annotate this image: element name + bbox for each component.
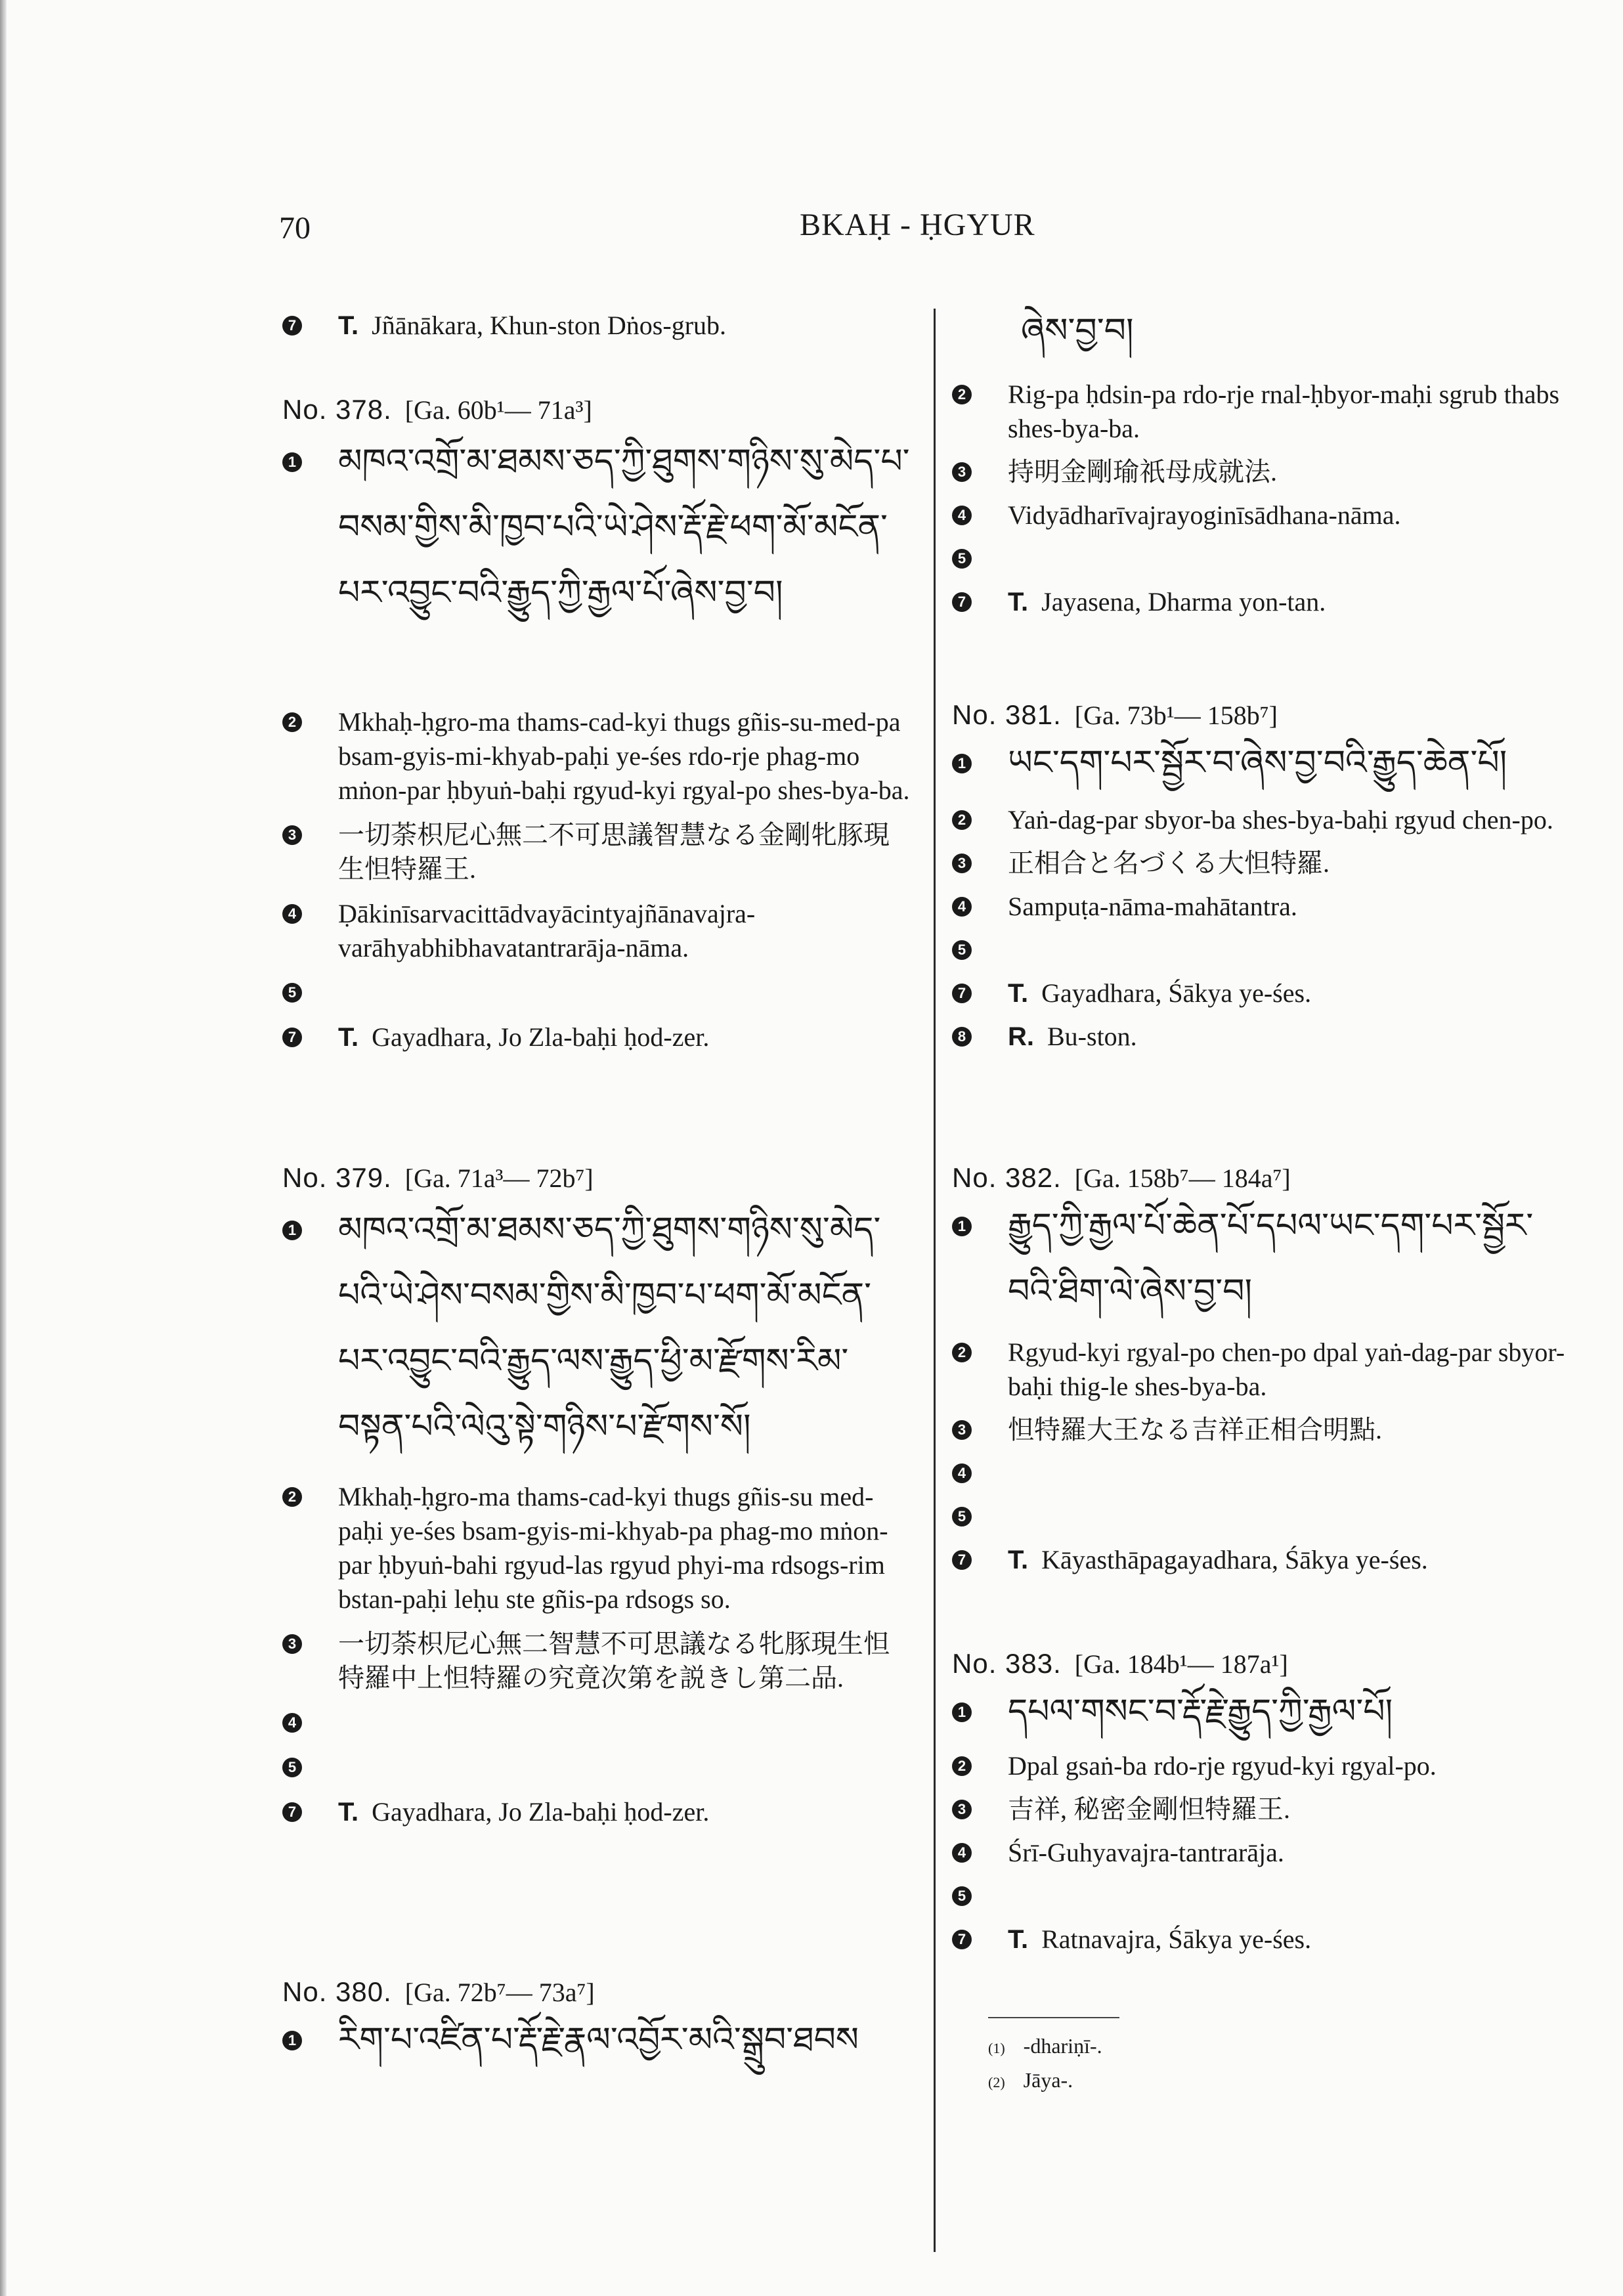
reviser-text: Bu-ston. [1047, 1022, 1137, 1051]
entry-header [952, 1162, 1582, 1194]
japanese-text: 吉祥, 秘密金剛怛特羅王. [1008, 1794, 1290, 1824]
tibetan-title [952, 1679, 1582, 1745]
romanized-title [952, 803, 1582, 837]
tibetan-text: ཞེས་བྱ་བ། [1021, 313, 1134, 350]
circled-number: 2 [952, 1343, 972, 1362]
translator-text: Kāyasthāpagayadhara, Śākya ye-śes. [1041, 1545, 1428, 1574]
entry-382 [952, 1162, 1582, 1577]
circled-number: 3 [952, 462, 972, 482]
circled-number: 5 [952, 1507, 972, 1527]
entry-header [282, 394, 913, 425]
footnote-text: -dhariṇī-. [1023, 2034, 1102, 2058]
circled-number: 4 [952, 897, 972, 917]
empty-field-5 [952, 933, 1582, 967]
circled-number: 7 [282, 1802, 302, 1822]
circled-number: 8 [952, 1027, 972, 1047]
circled-number: 4 [282, 904, 302, 924]
tibetan-title [952, 731, 1582, 796]
footnote-1 [988, 2030, 1119, 2064]
circled-number: 2 [952, 810, 972, 830]
translator-text: Gayadhara, Śākya ye-śes. [1041, 978, 1312, 1008]
circled-number: 4 [282, 1713, 302, 1733]
romanized-title [952, 1749, 1582, 1783]
circled-number: 7 [282, 316, 302, 336]
japanese-title [282, 818, 913, 886]
circled-number: 5 [282, 983, 302, 1003]
japanese-text: 正相合と名づくる大怛特羅. [1008, 848, 1330, 878]
japanese-title [952, 1413, 1582, 1447]
circled-number: 5 [952, 940, 972, 960]
tibetan-title [282, 2008, 913, 2073]
running-head: BKAḤ - ḤGYUR [800, 207, 1035, 242]
entry-number: No. 383. [952, 1648, 1062, 1679]
romanized-text: Mkhaḥ-ḥgro-ma thams-cad-kyi thugs gñis-su med-paḥi ye-śes bsam-gyis-mi-khyab-pa phag-mo mṅon-par ḥbyuṅ-bahi rgyud-las rgyud phyi-ma rdsogs-rim bstan-paḥi leḥu ste gñis-pa rdsogs so. [338, 1482, 888, 1614]
japanese-text: 一切荼枳尼心無二不可思議智慧なる金剛牝豚現生怛特羅王. [338, 820, 890, 884]
sanskrit-text: Sampuṭa-nāma-mahātantra. [1008, 892, 1297, 921]
translator-line [952, 976, 1582, 1010]
circled-number: 2 [282, 712, 302, 732]
empty-field-4 [952, 1456, 1582, 1490]
romanized-title [952, 378, 1582, 446]
translator-text: Gayadhara, Jo Zla-baḥi ḥod-zer. [372, 1797, 710, 1827]
romanized-title [952, 1335, 1582, 1404]
translator-text: Jñānākara, Khun-ston Dṅos-grub. [372, 311, 727, 340]
romanized-title [282, 705, 913, 808]
footnote-2 [988, 2064, 1119, 2098]
circled-number: 5 [952, 549, 972, 569]
tibetan-title [282, 1198, 913, 1460]
translator-tag: T. [1008, 979, 1029, 1008]
circled-number: 2 [952, 385, 972, 404]
entry-reference: [Ga. 71a³— 72b⁷] [404, 1163, 594, 1193]
entry-reference: [Ga. 158b⁷— 184a⁷] [1074, 1163, 1291, 1193]
empty-field-5 [282, 1750, 913, 1785]
footnote-mark: (2) [988, 2074, 1005, 2090]
sanskrit-title [952, 890, 1582, 924]
tibetan-text: མཁའ་འགྲོ་མ་ཐམས་ཅད་ཀྱི་ཐུགས་གཉིས་སུ་མེད་པའི་ཡེ་ཤེས་བསམ་གྱིས་མི་ཁྱབ་པ་ཕག་མོ་མངོན་པར་འབྱུང་བའི་རྒྱུད་ལས་རྒྱུད་ཕྱི་མ་རྫོགས་རིམ་བསྟན་པའི་ལེའུ་སྟེ་གཉིས་པ་རྫོགས་སོ། [338, 1211, 881, 1446]
circled-number: 3 [282, 825, 302, 845]
binding-shadow [0, 0, 7, 2296]
reviser-line [952, 1020, 1582, 1054]
entry-header [282, 1162, 913, 1194]
entry-number: No. 380. [282, 1976, 392, 2007]
romanized-text: Rgyud-kyi rgyal-po chen-po dpal yaṅ-dag-par sbyor-baḥi thig-le shes-bya-ba. [1008, 1337, 1565, 1401]
translator-tag: T. [338, 1798, 359, 1827]
empty-field-5 [952, 542, 1582, 576]
circled-number: 1 [952, 1702, 972, 1722]
entry-379 [282, 1162, 913, 1829]
japanese-text: 怛特羅大王なる吉祥正相合明點. [1008, 1415, 1382, 1444]
entry-reference: [Ga. 60b¹— 71a³] [404, 395, 592, 425]
circled-number: 5 [282, 1758, 302, 1777]
translator-tag: T. [1008, 588, 1029, 617]
tibetan-text: དཔལ་གསང་བ་རྡོ་རྗེ་རྒྱུད་ཀྱི་རྒྱལ་པོ། [1008, 1693, 1393, 1731]
empty-field-4 [282, 1706, 913, 1740]
translator-tag: T. [338, 1023, 359, 1052]
romanized-text: Rig-pa ḥdsin-pa rdo-rje rnal-ḥbyor-maḥi sgrub thabs shes-bya-ba. [1008, 379, 1560, 443]
circled-number: 4 [952, 1463, 972, 1483]
japanese-title [952, 846, 1582, 880]
sanskrit-title [282, 897, 913, 965]
entry-header [282, 1976, 913, 2008]
page-number: 70 [279, 211, 311, 246]
entry-381 [952, 699, 1582, 1054]
sanskrit-title [952, 1836, 1582, 1870]
translator-text: Ratnavajra, Śākya ye-śes. [1041, 1924, 1312, 1954]
circled-number: 3 [282, 1634, 302, 1654]
japanese-title [952, 455, 1582, 489]
circled-number: 2 [952, 1756, 972, 1776]
circled-number: 3 [952, 854, 972, 873]
translator-text: Gayadhara, Jo Zla-baḥi ḥod-zer. [372, 1022, 710, 1052]
circled-number: 7 [952, 592, 972, 612]
sanskrit-text: Vidyādharīvajrayoginīsādhana-nāma. [1008, 500, 1401, 530]
circled-number: 1 [282, 452, 302, 472]
translator-line [952, 1922, 1582, 1957]
entry-reference: [Ga. 184b¹— 187a¹] [1074, 1649, 1288, 1679]
tibetan-text: ཡང་དག་པར་སྦྱོར་བ་ཞེས་བྱ་བའི་རྒྱུད་ཆེན་པོ། [1008, 745, 1507, 782]
japanese-text: 一切荼枳尼心無二智慧不可思議なる牝豚現生怛特羅中上怛特羅の究竟次第を説きし第二品. [338, 1629, 890, 1693]
tibetan-text: མཁའ་འགྲོ་མ་ཐམས་ཅད་ཀྱི་ཐུགས་གཉིས་སུ་མེད་པ་བསམ་གྱིས་མི་ཁྱབ་པའི་ཡེ་ཤེས་རྡོ་རྗེ་ཕག་མོ་མངོན་པར་འབྱུང་བའི་རྒྱུད་ཀྱི་རྒྱལ་པོ་ཞེས་བྱ་བ། [338, 443, 910, 612]
circled-number: 7 [952, 1930, 972, 1949]
circled-number: 7 [282, 1028, 302, 1047]
translator-line [952, 1543, 1582, 1577]
sanskrit-text: Ḍākinīsarvacittādvayācintyajñānavajra-varāhyabhibhavatantrarāja-nāma. [338, 899, 756, 963]
translator-line [952, 585, 1582, 619]
sanskrit-title [952, 498, 1582, 532]
footnote-rule [988, 2017, 1119, 2018]
translator-line [282, 1795, 913, 1829]
romanized-text: Dpal gsaṅ-ba rdo-rje rgyud-kyi rgyal-po. [1008, 1751, 1437, 1781]
sanskrit-text: Śrī-Guhyavajra-tantrarāja. [1008, 1838, 1284, 1867]
entry-378 [282, 394, 913, 1054]
entry-reference: [Ga. 72b⁷— 73a⁷] [404, 1978, 595, 2007]
circled-number: 1 [952, 754, 972, 773]
circled-number: 1 [282, 1221, 302, 1240]
empty-field-5 [952, 1500, 1582, 1534]
circled-number: 5 [952, 1886, 972, 1906]
entry-380-continued [952, 299, 1582, 619]
romanized-text: Yaṅ-dag-par sbyor-ba shes-bya-baḥi rgyud chen-po. [1008, 805, 1553, 834]
entry-header [952, 699, 1582, 731]
entry-377-translator [282, 309, 913, 343]
tibetan-title-continued [952, 299, 1582, 364]
column-divider [934, 309, 936, 2252]
footnotes [988, 2017, 1119, 2098]
entry-number: No. 379. [282, 1162, 392, 1193]
circled-number: 3 [952, 1420, 972, 1440]
entry-number: No. 378. [282, 394, 392, 425]
circled-number: 2 [282, 1487, 302, 1507]
empty-field-5 [282, 976, 913, 1010]
translator-tag: T. [338, 311, 359, 340]
romanized-title [282, 1480, 913, 1616]
circled-number: 7 [952, 984, 972, 1003]
empty-field-5 [952, 1879, 1582, 1913]
entry-reference: [Ga. 73b¹— 158b⁷] [1074, 701, 1278, 730]
circled-number: 1 [952, 1217, 972, 1236]
translator-tag: T. [1008, 1925, 1029, 1954]
circled-number: 4 [952, 1843, 972, 1863]
circled-number: 7 [952, 1550, 972, 1570]
tibetan-title [952, 1194, 1582, 1325]
entry-header [952, 1648, 1582, 1679]
romanized-text: Mkhaḥ-ḥgro-ma thams-cad-kyi thugs gñis-su-med-pa bsam-gyis-mi-khyab-paḥi ye-śes rdo-rje phag-mo mṅon-par ḥbyuṅ-baḥi rgyud-kyi rgyal-po shes-bya-ba. [338, 707, 910, 805]
circled-number: 3 [952, 1800, 972, 1819]
tibetan-title [282, 429, 913, 692]
entry-380 [282, 1976, 913, 2073]
circled-number: 4 [952, 506, 972, 525]
japanese-title [282, 1627, 913, 1695]
tibetan-text: རྒྱུད་ཀྱི་རྒྱལ་པོ་ཆེན་པོ་དཔལ་ཡང་དག་པར་སྦྱོར་བའི་ཐིག་ལེ་ཞེས་བྱ་བ། [1008, 1207, 1534, 1310]
japanese-title [952, 1792, 1582, 1827]
tibetan-text: རིག་པ་འཛིན་པ་རྡོ་རྗེ་རྣལ་འབྱོར་མའི་སྒྲུབ་ཐབས [338, 2022, 859, 2059]
translator-text: Jayasena, Dharma yon-tan. [1041, 587, 1326, 617]
reviser-tag: R. [1008, 1022, 1034, 1051]
translator-tag: T. [1008, 1546, 1029, 1574]
entry-number: No. 381. [952, 699, 1062, 730]
japanese-text: 持明金剛瑜祇母成就法. [1008, 457, 1277, 487]
footnote-mark: (1) [988, 2040, 1005, 2056]
entry-383 [952, 1648, 1582, 1957]
circled-number: 1 [282, 2031, 302, 2050]
entry-number: No. 382. [952, 1162, 1062, 1193]
translator-line [282, 1020, 913, 1054]
footnote-text: Jāya-. [1023, 2068, 1073, 2092]
